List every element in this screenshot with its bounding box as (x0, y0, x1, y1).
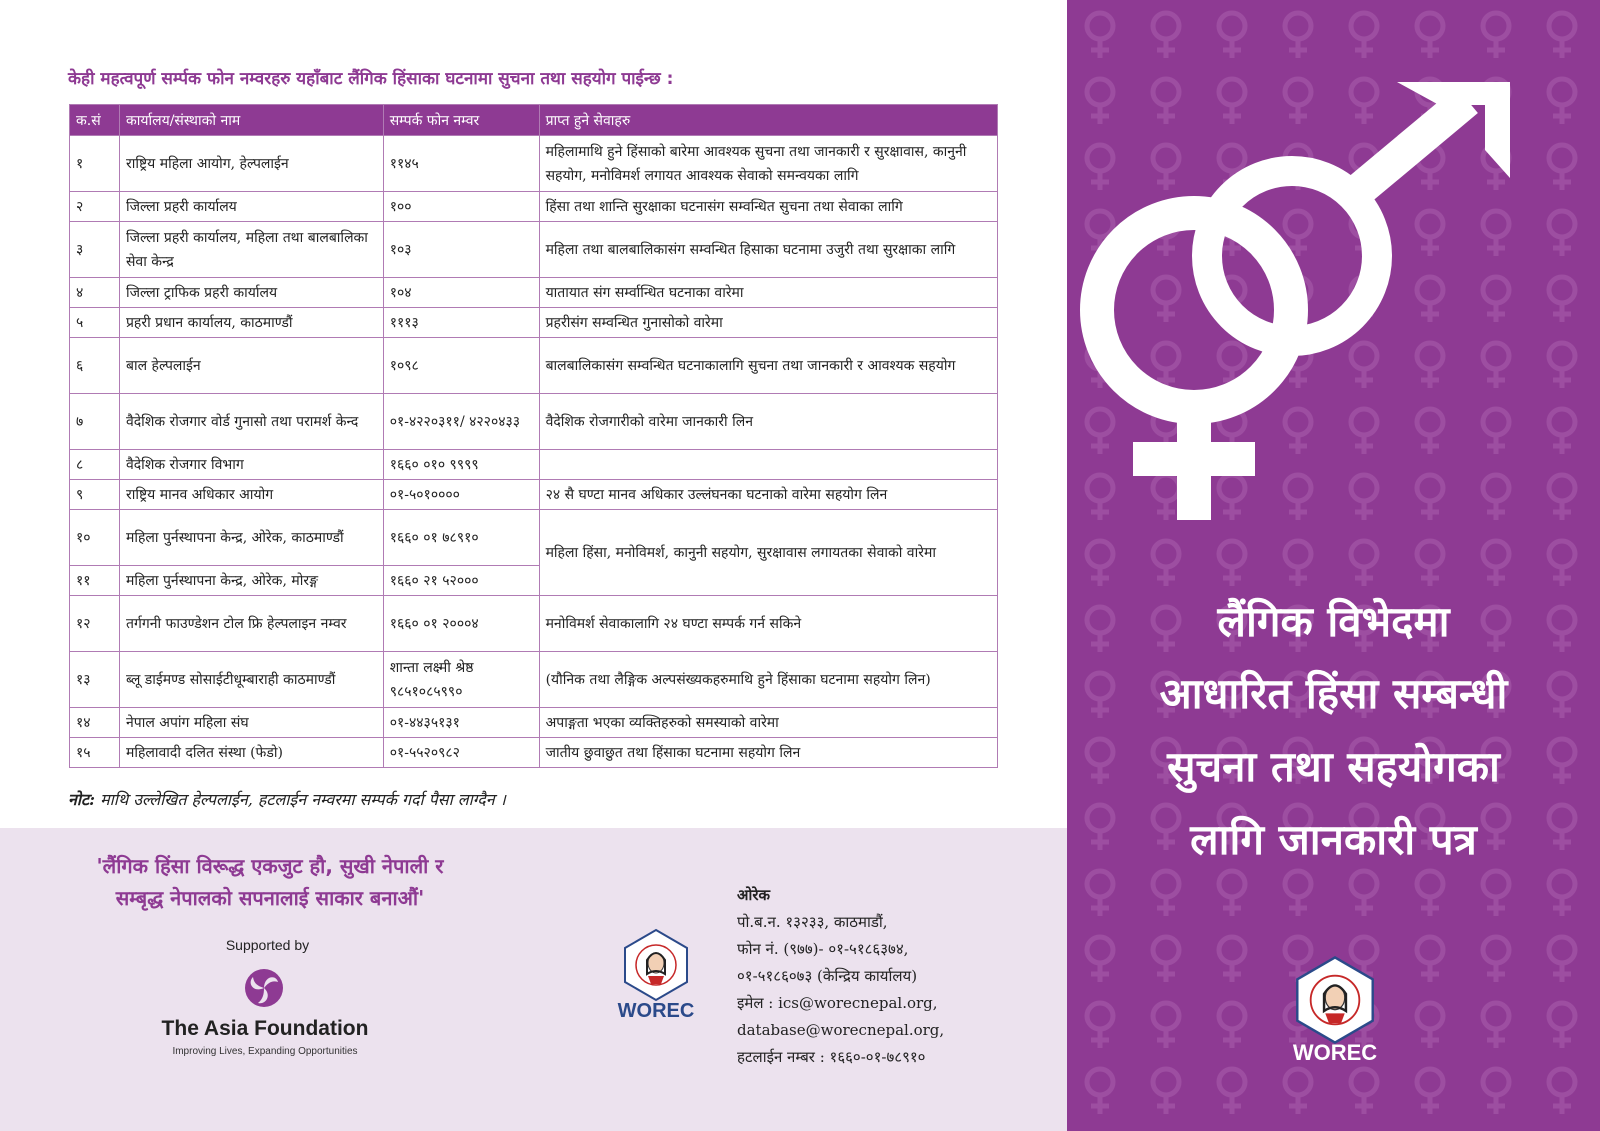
table-row (70, 222, 998, 278)
cover-title-line-3: सुचना तथा सहयोगका (1167, 742, 1500, 791)
contacts-table (69, 104, 998, 768)
cell-service: महिलामाथि हुने हिंसाको बारेमा आवश्यक सुचना तथा जानकारी र सुरक्षावास, कानुनी सहयोग, मनोविमर्श लगायत आवश्यक सेवाको समन्वयका लागि (539, 136, 997, 192)
cell-sn: ५ (70, 308, 120, 338)
cell-phone: ०१-४४३५१३१ (383, 708, 539, 738)
cell-phone: ०१-४२२०३११/ ४२२०४३३ (383, 394, 539, 450)
cell-phone: १०४ (383, 278, 539, 308)
cell-phone: १११३ (383, 308, 539, 338)
slogan-line-1: 'लैंगिक हिंसा विरूद्ध एकजुट हौ, सुखी नेपाली र (96, 854, 444, 878)
cover-title-line-2: आधारित हिंसा सम्बन्धी (1159, 669, 1508, 718)
cell-phone: शान्ता लक्ष्मी श्रेष्ठ ९८५१०८५९९० (383, 652, 539, 708)
cell-service: प्रहरीसंग सम्वन्धित गुनासोको वारेमा (539, 308, 997, 338)
worec-cover-logo-icon (1290, 955, 1380, 1045)
cell-service: मनोविमर्श सेवाकालागि २४ घण्टा सम्पर्क गर्न सकिने (539, 596, 997, 652)
contact-email: database@worecnepal.org, (737, 1021, 945, 1039)
table-row (70, 278, 998, 308)
footnote-label: नोट: (68, 790, 95, 809)
supported-by-label: Supported by (225, 937, 310, 953)
table-row (70, 652, 998, 708)
table-heading: केही महत्वपूर्ण सर्म्पक फोन नम्वरहरु यहाँबाट लैंगिक हिंसाका घटनामा सुचना तथा सहयोग पाईन्छ : (68, 69, 674, 89)
cell-sn: १५ (70, 738, 120, 768)
table-row (70, 510, 998, 566)
cell-service: बालबालिकासंग सम्वन्धित घटनाकालागि सुचना तथा जानकारी र आवश्यक सहयोग (539, 338, 997, 394)
cell-name: जिल्ला प्रहरी कार्यालय, महिला तथा बालबालिका सेवा केन्द्र (119, 222, 383, 278)
cell-service: जातीय छुवाछुत तथा हिंसाका घटनामा सहयोग लिन (539, 738, 997, 768)
table-row (70, 338, 998, 394)
cell-name: प्रहरी प्रधान कार्यालय, काठमाण्डौं (119, 308, 383, 338)
cell-sn: ६ (70, 338, 120, 394)
cell-sn: १० (70, 510, 120, 566)
cell-name: वैदेशिक रोजगार वोर्ड गुनासो तथा परामर्श केन्द (119, 394, 383, 450)
table-row (70, 738, 998, 768)
worec-label: WOREC (617, 1000, 695, 1022)
cell-name: जिल्ला प्रहरी कार्यालय (119, 192, 383, 222)
cell-phone: ११४५ (383, 136, 539, 192)
cell-sn: १२ (70, 596, 120, 652)
slogan (60, 850, 480, 914)
worec-logo-icon (619, 928, 693, 1002)
table-row (70, 450, 998, 480)
cell-service: महिला हिंसा, मनोविमर्श, कानुनी सहयोग, सुरक्षावास लगायतका सेवाको वारेमा (539, 510, 997, 596)
contact-email: इमेल : ics@worecnepal.org, (737, 994, 938, 1012)
cell-service: वैदेशिक रोजगारीको वारेमा जानकारी लिन (539, 394, 997, 450)
worec-cover-label: WOREC (1292, 1040, 1378, 1065)
cell-phone: १६६० २१ ५२००० (383, 566, 539, 596)
cell-service: हिंसा तथा शान्ति सुरक्षाका घटनासंग सम्वन्धित सुचना तथा सेवाका लागि (539, 192, 997, 222)
cell-sn: ९ (70, 480, 120, 510)
cell-phone: १६६० ०१ २०००४ (383, 596, 539, 652)
table-row (70, 394, 998, 450)
table-header-row (70, 105, 998, 136)
cell-name: नेपाल अपांग महिला संघ (119, 708, 383, 738)
cell-sn: ११ (70, 566, 120, 596)
cell-sn: २ (70, 192, 120, 222)
table-row (70, 308, 998, 338)
col-header-phone: सम्पर्क फोन नम्वर (383, 105, 539, 136)
col-header-name: कार्यालय/संस्थाको नाम (119, 105, 383, 136)
contact-line: फोन नं. (९७७)- ०१-५१८६३७४, (737, 940, 909, 958)
cell-phone: १०३ (383, 222, 539, 278)
cell-name: तर्गगनी फाउण्डेशन टोल फ्रि हेल्पलाइन नम्वर (119, 596, 383, 652)
cell-name: वैदेशिक रोजगार विभाग (119, 450, 383, 480)
cell-name: ब्लू डाईमण्ड सोसाईटीधूम्बाराही काठमाण्डौं (119, 652, 383, 708)
contact-title: ओरेक (737, 886, 771, 904)
cell-phone: १०९८ (383, 338, 539, 394)
cell-phone: ०१-५०१०००० (383, 480, 539, 510)
cell-sn: १ (70, 136, 120, 192)
cover-panel (1067, 0, 1600, 1131)
col-header-sn: क.सं (70, 105, 120, 136)
contact-line: ०१-५१८६०७३ (केन्द्रिय कार्यालय) (737, 967, 918, 985)
col-header-service: प्राप्त हुने सेवाहरु (539, 105, 997, 136)
contact-hotline: हटलाईन नम्बर : १६६०-०१-७८९१० (737, 1048, 926, 1066)
cell-sn: ७ (70, 394, 120, 450)
sponsor-tagline: Improving Lives, Expanding Opportunities (172, 1046, 358, 1057)
cell-name: बाल हेल्पलाईन (119, 338, 383, 394)
cell-service: अपाङ्गता भएका व्यक्तिहरुको समस्याको वारेमा (539, 708, 997, 738)
asia-foundation-logo-icon (244, 968, 284, 1008)
cell-sn: १४ (70, 708, 120, 738)
cell-service (539, 450, 997, 480)
cell-name: महिला पुर्नस्थापना केन्द्र, ओरेक, मोरङ्ग (119, 566, 383, 596)
footnote-text: माथि उल्लेखित हेल्पलाईन, हटलाईन नम्वरमा सम्पर्क गर्दा पैसा लाग्दैन । (95, 790, 506, 809)
cell-phone: १०० (383, 192, 539, 222)
table-row (70, 596, 998, 652)
cell-service: यातायात संग सर्म्वान्धित घटनाका वारेमा (539, 278, 997, 308)
table-row (70, 480, 998, 510)
cell-phone: ०१-५५२०९८२ (383, 738, 539, 768)
cell-sn: ८ (70, 450, 120, 480)
slogan-line-2: सम्बृद्ध नेपालको सपनालाई साकार बनाऔं' (115, 886, 425, 910)
contact-line: पो.ब.न. १३२३३, काठमाडौं, (737, 913, 888, 931)
cover-title-line-1: लैंगिक विभेदमा (1217, 597, 1450, 646)
cell-phone: १६६० ०१ ७८९१० (383, 510, 539, 566)
table-row (70, 136, 998, 192)
cell-service: (यौनिक तथा लैङ्गिक अल्पसंख्यकहरुमाथि हुने हिंसाका घटनामा सहयोग लिन) (539, 652, 997, 708)
cell-phone: १६६० ०१० ९९९९ (383, 450, 539, 480)
cell-sn: ३ (70, 222, 120, 278)
contact-block (737, 882, 1057, 1071)
cell-sn: ४ (70, 278, 120, 308)
cell-service: महिला तथा बालबालिकासंग सम्वन्धित हिसाका घटनामा उजुरी तथा सुरक्षाका लागि (539, 222, 997, 278)
cell-name: राष्ट्रिय मानव अधिकार आयोग (119, 480, 383, 510)
cell-service: २४ सै घण्टा मानव अधिकार उल्लंघनका घटनाको वारेमा सहयोग लिन (539, 480, 997, 510)
cell-name: जिल्ला ट्राफिक प्रहरी कार्यालय (119, 278, 383, 308)
cell-name: महिलावादी दलित संस्था (फेडो) (119, 738, 383, 768)
cell-name: राष्ट्रिय महिला आयोग, हेल्पलाईन (119, 136, 383, 192)
cover-title-line-4: लागि जानकारी पत्र (1190, 815, 1477, 864)
cell-name: महिला पुर्नस्थापना केन्द्र, ओरेक, काठमाण्डौं (119, 510, 383, 566)
table-row (70, 708, 998, 738)
footnote (68, 788, 506, 810)
table-row (70, 192, 998, 222)
cell-sn: १३ (70, 652, 120, 708)
sponsor-name: The Asia Foundation (161, 1017, 369, 1040)
gender-symbol-icon (1067, 0, 1600, 560)
